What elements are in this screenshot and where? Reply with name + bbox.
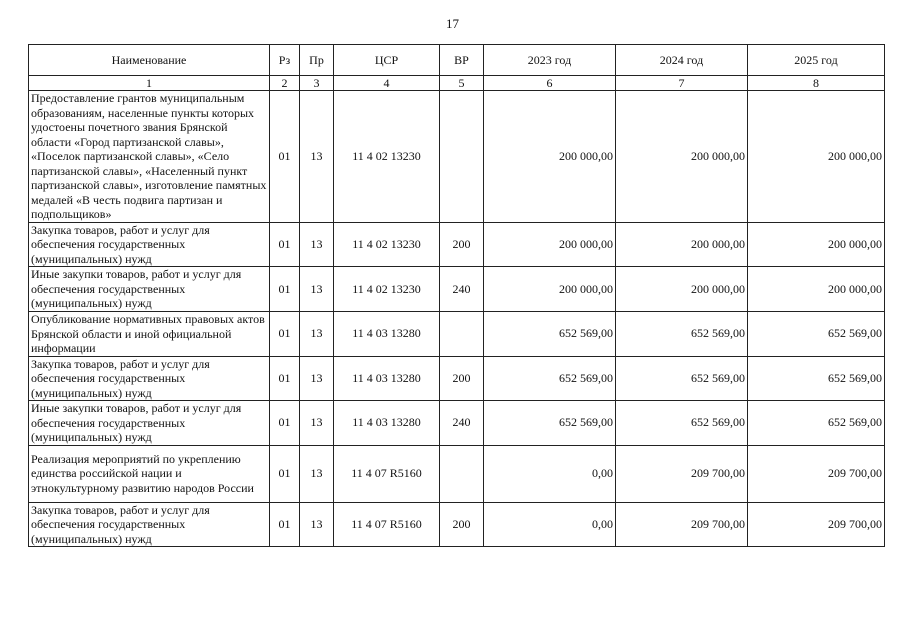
row-2023: 200 000,00	[484, 267, 616, 312]
row-pr: 13	[300, 401, 334, 446]
row-2023: 652 569,00	[484, 312, 616, 357]
row-2025: 209 700,00	[748, 445, 885, 502]
row-vr	[440, 312, 484, 357]
row-2023: 200 000,00	[484, 222, 616, 267]
column-number: 3	[300, 76, 334, 91]
row-2023: 0,00	[484, 445, 616, 502]
row-rz: 01	[270, 401, 300, 446]
row-csr: 11 4 02 13230	[334, 222, 440, 267]
row-pr: 13	[300, 312, 334, 357]
row-2023: 652 569,00	[484, 401, 616, 446]
row-name: Иные закупки товаров, работ и услуг для обеспечения государственных (муниципальных) нужд	[29, 267, 270, 312]
table-row	[29, 502, 885, 547]
row-pr: 13	[300, 267, 334, 312]
row-rz: 01	[270, 356, 300, 401]
table-row	[29, 267, 885, 312]
column-number: 6	[484, 76, 616, 91]
row-2025: 200 000,00	[748, 267, 885, 312]
row-pr: 13	[300, 91, 334, 223]
row-2025: 652 569,00	[748, 312, 885, 357]
row-rz: 01	[270, 267, 300, 312]
column-number: 7	[616, 76, 748, 91]
row-csr: 11 4 07 R5160	[334, 502, 440, 547]
row-2024: 209 700,00	[616, 445, 748, 502]
page-number: 17	[446, 16, 459, 31]
row-2023: 0,00	[484, 502, 616, 547]
row-rz: 01	[270, 91, 300, 223]
row-vr	[440, 91, 484, 223]
row-name: Закупка товаров, работ и услуг для обеспечения государственных (муниципальных) нужд	[29, 222, 270, 267]
header-row	[29, 45, 885, 76]
row-vr	[440, 445, 484, 502]
row-2024: 200 000,00	[616, 91, 748, 223]
row-csr: 11 4 03 13280	[334, 312, 440, 357]
row-2024: 652 569,00	[616, 401, 748, 446]
row-2024: 652 569,00	[616, 356, 748, 401]
column-number: 8	[748, 76, 885, 91]
row-2023: 652 569,00	[484, 356, 616, 401]
table-row	[29, 312, 885, 357]
row-csr: 11 4 03 13280	[334, 356, 440, 401]
column-number: 2	[270, 76, 300, 91]
header-name: Наименование	[29, 45, 270, 76]
header-2024: 2024 год	[616, 45, 748, 76]
row-name: Предоставление грантов муниципальным образованиям, населенные пункты которых удостоены почетного звания Брянской области «Город партизанской славы», «Поселок партизанской славы», «Село партизанской славы», «Населенный пункт партизанской славы», изготовление памятных медалей «В честь подвига партизан и подпольщиков»	[29, 91, 270, 223]
table-row	[29, 401, 885, 446]
row-2025: 652 569,00	[748, 401, 885, 446]
table-row	[29, 222, 885, 267]
column-number: 4	[334, 76, 440, 91]
row-2024: 200 000,00	[616, 267, 748, 312]
row-pr: 13	[300, 502, 334, 547]
row-rz: 01	[270, 312, 300, 357]
row-csr: 11 4 03 13280	[334, 401, 440, 446]
row-name: Опубликование нормативных правовых актов Брянской области и иной официальной информации	[29, 312, 270, 357]
row-vr: 200	[440, 222, 484, 267]
row-2025: 209 700,00	[748, 502, 885, 547]
column-number: 5	[440, 76, 484, 91]
header-rz: Рз	[270, 45, 300, 76]
header-2023: 2023 год	[484, 45, 616, 76]
row-pr: 13	[300, 445, 334, 502]
row-vr: 200	[440, 356, 484, 401]
row-2024: 200 000,00	[616, 222, 748, 267]
header-pr: Пр	[300, 45, 334, 76]
table-row	[29, 356, 885, 401]
row-csr: 11 4 02 13230	[334, 267, 440, 312]
row-vr: 200	[440, 502, 484, 547]
row-2025: 200 000,00	[748, 222, 885, 267]
row-csr: 11 4 02 13230	[334, 91, 440, 223]
header-csr: ЦСР	[334, 45, 440, 76]
header-vr: ВР	[440, 45, 484, 76]
row-csr: 11 4 07 R5160	[334, 445, 440, 502]
row-pr: 13	[300, 222, 334, 267]
column-number-row	[29, 76, 885, 91]
row-vr: 240	[440, 401, 484, 446]
row-2023: 200 000,00	[484, 91, 616, 223]
row-rz: 01	[270, 502, 300, 547]
row-2025: 200 000,00	[748, 91, 885, 223]
row-2024: 652 569,00	[616, 312, 748, 357]
table-row	[29, 445, 885, 502]
row-2025: 652 569,00	[748, 356, 885, 401]
header-2025: 2025 год	[748, 45, 885, 76]
row-rz: 01	[270, 445, 300, 502]
row-2024: 209 700,00	[616, 502, 748, 547]
row-name: Реализация мероприятий по укреплению единства российской нации и этнокультурному развитию народов России	[29, 445, 270, 502]
row-name: Закупка товаров, работ и услуг для обеспечения государственных (муниципальных) нужд	[29, 356, 270, 401]
column-number: 1	[29, 76, 270, 91]
row-name: Иные закупки товаров, работ и услуг для обеспечения государственных (муниципальных) нужд	[29, 401, 270, 446]
budget-table	[28, 44, 885, 547]
row-rz: 01	[270, 222, 300, 267]
row-name: Закупка товаров, работ и услуг для обеспечения государственных (муниципальных) нужд	[29, 502, 270, 547]
row-pr: 13	[300, 356, 334, 401]
row-vr: 240	[440, 267, 484, 312]
table-row	[29, 91, 885, 223]
